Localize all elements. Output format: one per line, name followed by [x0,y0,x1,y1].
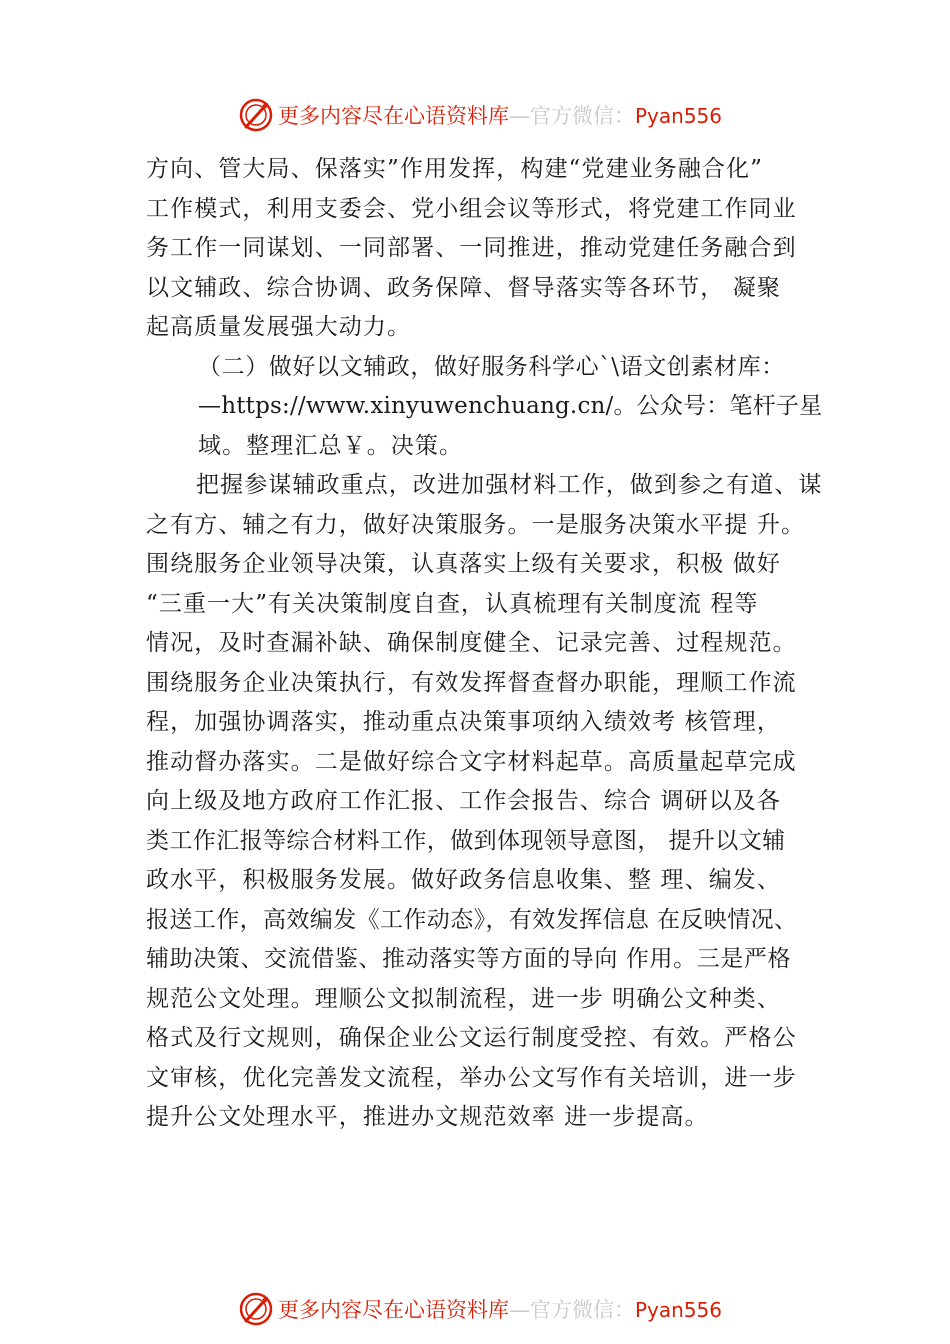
text-line: 之有方、辅之有力，做好决策服务。一是服务决策水平提 升。 [146,511,806,538]
banner-text [278,100,722,130]
header-banner [238,96,798,134]
brand-logo-icon [238,1291,274,1327]
text-line: 围绕服务企业决策执行，有效发挥督查督办职能，理顺工作流 [146,669,797,696]
text-line: 以文辅政、综合协调、政务保障、督导落实等各环节， 凝聚 [146,274,782,301]
banner-wechat-label: 官方微信： [530,104,635,128]
text-line: 提升公文处理水平，推进办文规范效率 进一步提高。 [146,1104,709,1130]
banner-brand: 更多内容尽在心语资料库 [278,1298,509,1322]
text-line: 类工作汇报等综合材料工作，做到体现领导意图， 提升以文辅 [146,827,786,854]
text-line: 情况，及时查漏补缺、确保制度健全、记录完善、过程规范。 [146,630,797,656]
text-line: 围绕服务企业领导决策，认真落实上级有关要求，积极 做好 [146,551,782,577]
text-line: 格式及行文规则，确保企业公文运行制度受控、有效。严格公 [146,1025,797,1051]
text-line: “三重一大”有关决策制度自查，认真梳理有关制度流 程等 [146,590,759,617]
banner-account: Pyan556 [635,104,723,128]
banner-wechat-label: 官方微信： [530,1298,635,1322]
text-line: 规范公文处理。理顺公文拟制流程，进一步 明确公文种类、 [146,985,782,1012]
section-heading-2 [146,348,836,467]
text-line: 报送工作，高效编发《工作动态》，有效发挥信息 在反映情况、 [146,906,798,933]
text-line: 方向、管大局、保落实”作用发挥，构建“党建业务融合化” [146,156,763,182]
heading-line: （二）做好以文辅政，做好服务科学心`\语文创素材库： [198,353,785,380]
text-line: 工作模式，利用支委会、党小组会议等形式，将党建工作同业 [146,195,797,222]
footer-banner [238,1290,798,1328]
paragraph-2 [146,466,836,1138]
banner-dash: — [509,1298,530,1322]
text-line: 向上级及地方政府工作汇报、工作会报告、综合 调研以及各 [146,788,782,814]
heading-line: 域。整理汇总￥。决策。 [198,432,464,459]
text-line: 推动督办落实。二是做好综合文字材料起草。高质量起草完成 [146,748,797,775]
text-line: 起高质量发展强大动力。 [146,314,412,340]
text-line: 程，加强协调落实，推动重点决策事项纳入绩效考 核管理， [146,709,782,735]
text-line: 务工作一同谋划、一同部署、一同推进，推动党建任务融合到 [146,235,797,261]
text-line: 辅助决策、交流借鉴、推动落实等方面的导向 作用。三是严格 [146,946,792,972]
banner-text [278,1294,722,1324]
heading-line: —https://www.xinyuwenchuang.cn/。公众号：笔杆子星 [198,393,823,419]
banner-dash: — [509,104,530,128]
banner-account: Pyan556 [635,1298,723,1322]
text-line: 文审核，优化完善发文流程，举办公文写作有关培训，进一步 [146,1064,797,1091]
paragraph-1 [146,150,836,348]
banner-brand: 更多内容尽在心语资料库 [278,104,509,128]
text-line: 政水平，积极服务发展。做好政务信息收集、整 理、编发、 [146,867,782,893]
document-body [146,150,836,1138]
text-line: 把握参谋辅政重点，改进加强材料工作，做到参之有道、谋 [196,472,823,498]
brand-logo-icon [238,97,274,133]
